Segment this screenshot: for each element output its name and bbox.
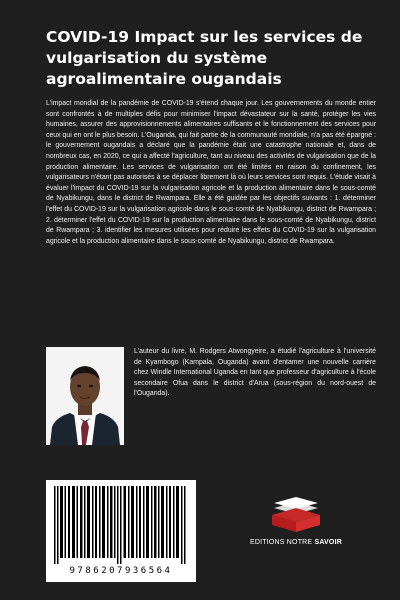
book-summary: L'impact mondial de la pandémie de COVID-19 s'étend chaque jour. Les gouvernements du monde entier sont confrontés à de multiples défis pour minimiser l'impact dévastateur sur la santé, protéger les vies humaines, assurer des approvisionnements alimentaires suffisants et le fonctionnement des services pour ceux qui en ont le plus besoin. L'Ouganda, qui fait partie de la communauté mondiale, n'a pas été épargné : le gouvernement ougandais a déclaré que la pandémie était une catastrophe nationale et, dans de nombreux cas, en 2020, ce qui a affecté l'agriculture, tant au niveau des activités de vulgarisation que de la production alimentaire. Les services de vulgarisation ont été limités en raison du confinement, les vulgarisateurs n'étant pas autorisés à se déplacer librement là où leurs services sont requis. L'étude visait à évaluer l'impact du COVID-19 sur la vulgarisation agricole et la production alimentaire dans le sous-comté de Nyabikungu, dans le district de Rwampara. Elle a été guidée par les objectifs suivants : 1. déterminer l'effet du COVID-19 sur la vulgarisation agricole dans le sous-comté de Nyabikungu, district de Rwampara ; 2. déterminer l'effet du COVID-19 sur la production alimentaire dans le sous-comté de Nyabikungu, district de Rwampara ; 3. identifier les mesures utilisées pour réduire les effets du COVID-19 sur la vulgarisation agricole et la production alimentaire dans le sous-comté de Nyabikungu, district de Rwampara.: [46, 100, 376, 245]
barcode: [46, 480, 196, 582]
book-title: COVID-19 Impact sur les services de vulgarisation du système agroalimentaire ougandais: [46, 28, 363, 88]
book-stack-logo-icon: [266, 495, 326, 535]
author-photo: [46, 347, 124, 445]
publisher-name: EDITIONS NOTRE SAVOIR: [250, 539, 342, 546]
author-bio: L'auteur du livre, M. Rodgers Atwongyeire, a étudié l'agriculture à l'université de Kyambogo (Kampala, Ouganda) avant d'entamer une nouvelle carrière chez Windle International Uganda en tant que professeur d'agriculture à l'école secondaire Ofua dans le district d'Arua (sous-région du nord-ouest de l'Ouganda).: [134, 348, 376, 398]
publisher-block: [246, 495, 346, 555]
isbn-number: 9786207936564: [69, 566, 173, 576]
barcode-bars: [54, 486, 188, 564]
